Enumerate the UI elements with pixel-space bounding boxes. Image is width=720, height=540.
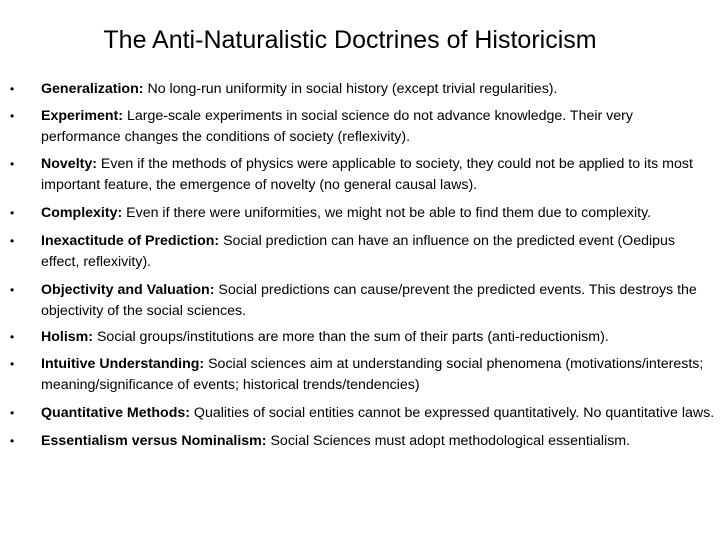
bullet-dot-icon: • [10,234,15,248]
bullet-term: Objectivity and Valuation: [41,282,215,298]
bullet-term: Intuitive Understanding: [41,356,205,372]
bullet-experiment [10,106,716,148]
bullet-text: Social predictions can cause/prevent the predicted events. This destroys the objectivity of the social sciences. [41,282,697,319]
bullet-text: Social sciences aim at understanding social phenomena (motivations/interests; meaning/significance of events; historical trends/tendencies) [41,356,704,393]
bullet-novelty [10,154,716,196]
bullet-dot-icon: • [10,283,15,297]
bullet-term: Inexactitude of Prediction: [41,233,220,249]
bullet-text: Social prediction can have an influence on the predicted event (Oedipus effect, reflexivity). [41,233,676,270]
slide-title: The Anti-Naturalistic Doctrines of Historicism [103,26,597,54]
bullet-term: Essentialism versus Nominalism: [41,433,267,449]
bullet-complexity [10,203,716,224]
bullet-term: Complexity: [41,205,123,221]
bullet-intuitive-understanding [10,354,716,396]
bullet-term: Quantitative Methods: [41,405,190,421]
bullet-dot-icon: • [10,406,15,420]
bullet-term: Experiment: [41,108,123,124]
bullet-dot-icon: • [10,82,15,96]
bullet-list [10,79,716,452]
bullet-dot-icon: • [10,206,15,220]
bullet-inexactitude [10,231,716,273]
bullet-text: Even if the methods of physics were applicable to society, they could not be applied to its most important feature, the emergence of novelty (no general causal laws). [41,156,693,193]
bullet-text: Social groups/institutions are more than the sum of their parts (anti-reductionism). [93,329,609,345]
bullet-essentialism [10,431,716,452]
bullet-term: Holism: [41,329,94,345]
bullet-text: Large-scale experiments in social science do not advance knowledge. Their very performance changes the conditions of society (reflexivity). [41,108,633,145]
bullet-term: Novelty: [41,156,97,172]
bullet-holism [10,327,716,348]
bullet-dot-icon: • [10,357,15,371]
bullet-text: Even if there were uniformities, we might not be able to find them due to complexity. [122,205,652,221]
bullet-text: Social Sciences must adopt methodological essentialism. [266,433,631,449]
bullet-dot-icon: • [10,330,15,344]
bullet-dot-icon: • [10,157,15,171]
bullet-objectivity [10,280,716,322]
bullet-text: No long-run uniformity in social history (except trivial regularities). [143,81,558,97]
bullet-dot-icon: • [10,434,15,448]
bullet-dot-icon: • [10,109,15,123]
bullet-term: Generalization: [41,81,144,97]
bullet-text: Qualities of social entities cannot be expressed quantitatively. No quantitative laws. [189,405,715,421]
bullet-generalization [10,79,716,100]
bullet-quantitative-methods [10,403,716,424]
